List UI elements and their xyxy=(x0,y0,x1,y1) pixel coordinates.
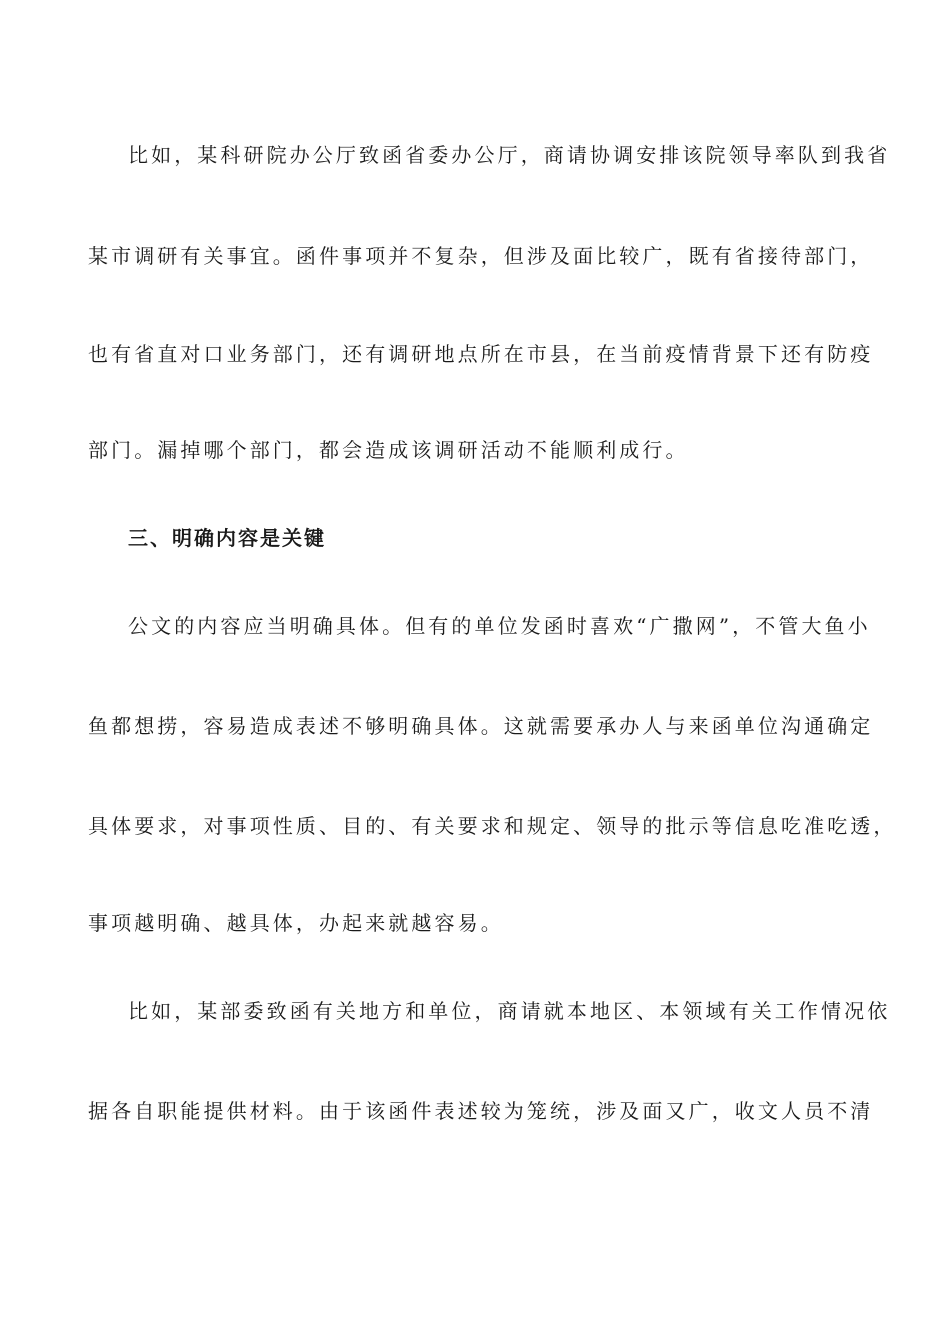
paragraph-2-line-2: 鱼都想捞，容易造成表述不够明确具体。这就需要承办人与来函单位沟通确定 xyxy=(88,714,874,738)
paragraph-2-line-1: 公文的内容应当明确具体。但有的单位发函时喜欢“广撒网”，不管大鱼小 xyxy=(128,614,871,638)
paragraph-3-line-2: 据各自职能提供材料。由于该函件表述较为笼统，涉及面又广，收文人员不清 xyxy=(88,1099,874,1123)
paragraph-1-line-1: 比如，某科研院办公厅致函省委办公厅，商请协调安排该院领导率队到我省 xyxy=(128,143,891,167)
paragraph-2-line-3: 具体要求，对事项性质、目的、有关要求和规定、领导的批示等信息吃准吃透， xyxy=(88,814,897,838)
paragraph-1-line-2: 某市调研有关事宜。函件事项并不复杂，但涉及面比较广，既有省接待部门， xyxy=(88,244,874,268)
section-heading: 三、明确内容是关键 xyxy=(128,526,326,550)
paragraph-2-line-4: 事项越明确、越具体，办起来就越容易。 xyxy=(88,911,504,935)
paragraph-1-line-3: 也有省直对口业务部门，还有调研地点所在市县，在当前疫情背景下还有防疫 xyxy=(88,342,874,366)
paragraph-3-line-1: 比如，某部委致函有关地方和单位，商请就本地区、本领域有关工作情况依 xyxy=(128,999,891,1023)
paragraph-1-line-4: 部门。漏掉哪个部门，都会造成该调研活动不能顺利成行。 xyxy=(88,438,689,462)
